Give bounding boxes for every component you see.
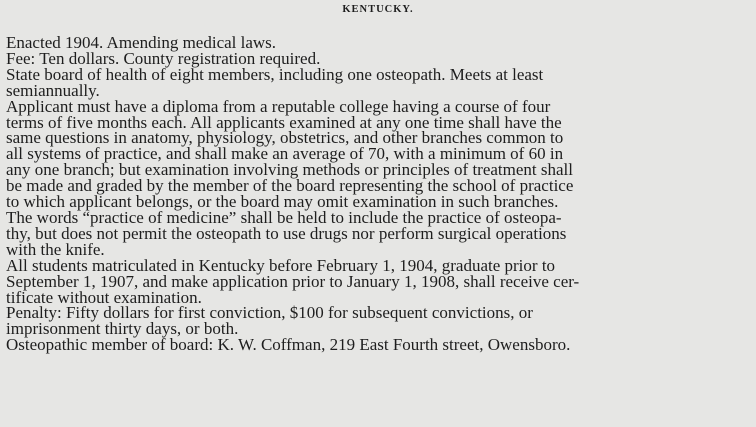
text-line: any one branch; but examination involving methods or principles of treatment shall <box>6 160 574 180</box>
text-line: terms of five months each. All applicants examined at any one time shall have the <box>6 112 562 132</box>
section-heading: KENTUCKY. <box>342 4 414 15</box>
paragraph-students <box>6 255 754 307</box>
text-line: semiannually. <box>6 80 100 100</box>
text-line: Fee: Ten dollars. County registration required. <box>6 48 321 68</box>
text-line: with the knife. <box>6 239 105 259</box>
text-line: September 1, 1907, and make application prior to January 1, 1908, shall receive cer- <box>6 271 580 291</box>
text-line: all systems of practice, and shall make an average of 70, with a minimum of 60 in <box>6 144 564 164</box>
text-line: Enacted 1904. Amending medical laws. <box>6 33 277 52</box>
text-line: thy, but does not permit the osteopath to use drugs nor perform surgical operations <box>6 223 567 243</box>
paragraph-penalty <box>6 305 754 337</box>
text-line: The words “practice of medicine” shall be held to include the practice of osteopa- <box>6 207 562 227</box>
body-text <box>6 35 754 353</box>
paragraph-board <box>6 64 754 100</box>
text-line: Penalty: Fifty dollars for first conviction, $100 for subsequent convictions, or <box>6 303 533 323</box>
text-line: same questions in anatomy, physiology, obstetrics, and other branches common to <box>6 128 564 148</box>
paragraph-applicant <box>6 96 754 212</box>
text-line: Osteopathic member of board: K. W. Coffman, 219 East Fourth street, Owensboro. <box>6 335 571 355</box>
text-line: All students matriculated in Kentucky before February 1, 1904, graduate prior to <box>6 255 556 275</box>
text-line: to which applicant belongs, or the board may omit examination in such branches. <box>6 192 559 212</box>
text-line: State board of health of eight members, including one osteopath. Meets at least <box>6 64 544 84</box>
text-line: tificate without examination. <box>6 287 202 307</box>
text-line: be made and graded by the member of the board representing the school of practice <box>6 176 574 196</box>
text-line: Applicant must have a diploma from a reputable college having a course of four <box>6 96 551 116</box>
text-line: imprisonment thirty days, or both. <box>6 319 239 339</box>
paragraph-practice-definition <box>6 207 754 259</box>
paragraph-osteopathic-member <box>6 337 754 353</box>
